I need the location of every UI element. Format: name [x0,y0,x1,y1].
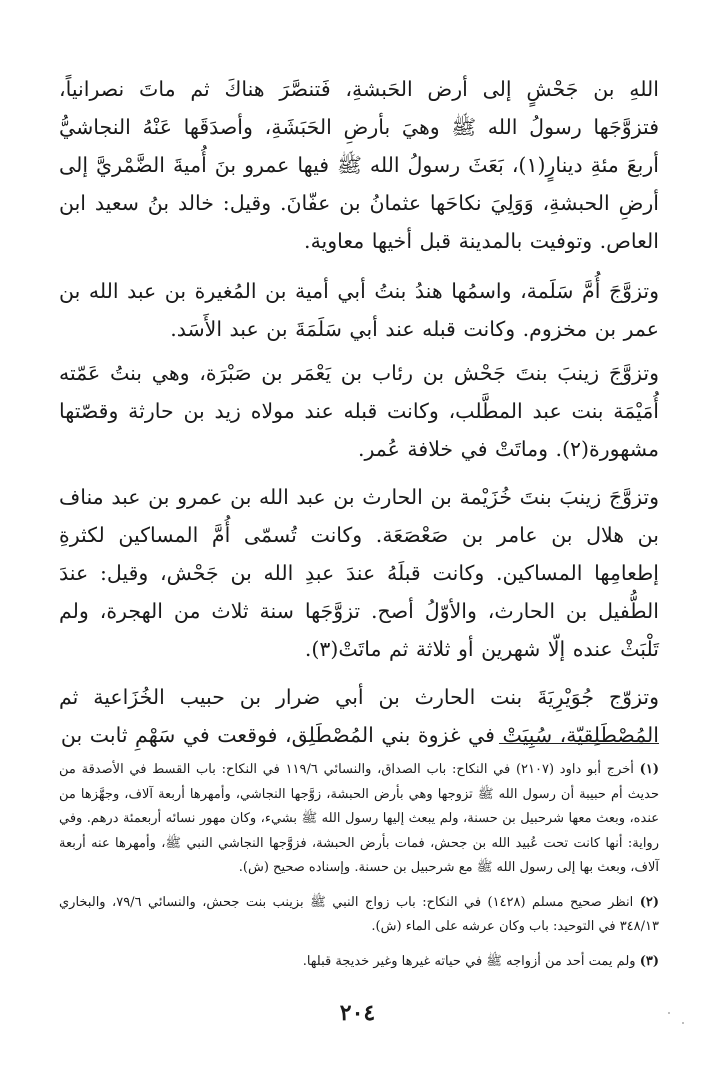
footnotes [59,758,659,984]
footnote-text: انظر صحيح مسلم (١٤٢٨) في النكاح: باب زواج النبي ﷺ بزينب بنت جحش، والنسائي ٧٩/٦، والبخاري ٣٤٨/١٣ في التوحيد: باب وكان عرشه على الماء (ش). [59,894,659,934]
paragraph-umm-salama: وتزوَّجَ أُمَّ سَلَمة، واسمُها هندُ بنتُ أبي أمية بن المُغيرة بن عبد الله بن عمر بن مخزوم. وكانت قبله عند أبي سَلَمَةَ بن عبد الأَسَد. [59,279,659,341]
footnote-separator [499,743,659,744]
footnote-3 [59,950,659,975]
footnote-number: (٢) [639,894,659,910]
main-text-body [59,70,659,754]
paragraph-juwayriya: وتزوّج جُوَيْرِيَةَ بنت الحارث بن أبي ضرار بن حبيب الخُزَاعية ثم المُصْطَلِقيّة، سُبِيَتْ في غزوة بني المُصْطَلِق، فوقعت في سَهْمِ ثابت بن [59,685,659,747]
footnote-number: (٣) [639,953,659,969]
footnote-text: أخرج أبو داود (٢١٠٧) في النكاح: باب الصداق، والنسائي ١١٩/٦ في النكاح: باب القسط في الأصدقة من حديث أم حبيبة أن رسول الله ﷺ تزوجها وهي بأرض الحبشة، زوَّجها النجاشي، وأمهرها أربعة آلاف، وجهَّزها من عنده، وبعث معها شرحبيل بن حسنة، ولم يبعث إليها رسول الله ﷺ بشيء، وكان مهور نسائه أربعمئة درهم. وفي رواية: أنها كانت تحت عُبيد الله بن جحش، فمات بأرض الحبشة، فزوَّجها النجاشي النبي ﷺ، وأمهرها عنه أربعة آلاف، وبعث بها إلى رسول الله ﷺ مع شرحبيل بن حسنة. وإسناده صحيح (ش). [59,762,659,875]
footnote-text: ولم يمت أحد من أزواجه ﷺ في حياته غيرها وغير خديجة قبلها. [302,953,636,969]
scan-speck [682,1022,684,1024]
footnote-number: (١) [639,762,659,777]
footnote-2 [59,891,659,940]
footnote-1 [59,758,659,881]
page-number: ٢٠٤ [339,1000,376,1026]
paragraph-zaynab-bint-jahsh: وتزوَّجَ زينبَ بنتَ جَحْش بن رئاب بن يَعْمَر بن صَبْرَة، وهي بنتُ عَمّته أُمَيْمَة بنت عبد المطَّلب، وكانت قبله عند مولاه زيد بن حارثة وقصّتها مشهورة(٢). وماتَتْ في خلافة عُمر. [59,361,659,461]
paragraph-zaynab-bint-khuzayma: وتزوَّجَ زينبَ بنتَ خُزَيْمة بن الحارث بن عبد الله بن عمرو بن عبد مناف بن هلال بن عامر بن صَعْصَعَة. وكانت تُسمّى أُمَّ المساكين لكثرةِ إطعامِها المساكين. وكانت قبلَهُ عندَ عبدِ الله بن جَحْش، وقيل: عندَ الطُّفيل بن الحارث، والأوّلُ أصح. تزوَّجَها سنة ثلاث من الهجرة، ولم تَلْبَثْ عنده إلّا شهرين أو ثلاثة ثم ماتَتْ(٣). [59,485,659,661]
scan-speck [668,1012,670,1014]
paragraph-umm-habiba: اللهِ بن جَحْشٍ إلى أرض الحَبشةِ، فَتنصَّرَ هناكَ ثم ماتَ نصرانياً، فتزوَّجَها رسولُ الله ﷺ وهيَ بأرضِ الحَبَشَةِ، وأصدَقَها عَنْهُ النجاشيُّ أربعَ مئةِ دينارٍ(١)، بَعَثَ رسولُ الله ﷺ فيها عمرو بنَ أُميةَ الضَّمْريَّ إلى أرضِ الحبشةِ، وَوَلِيَ نكاحَها عثمانُ بن عفّانَ. وقيل: خالد بنُ سعيد ابن العاص. وتوفيت بالمدينة قبل أخيها معاوية. [59,77,659,253]
